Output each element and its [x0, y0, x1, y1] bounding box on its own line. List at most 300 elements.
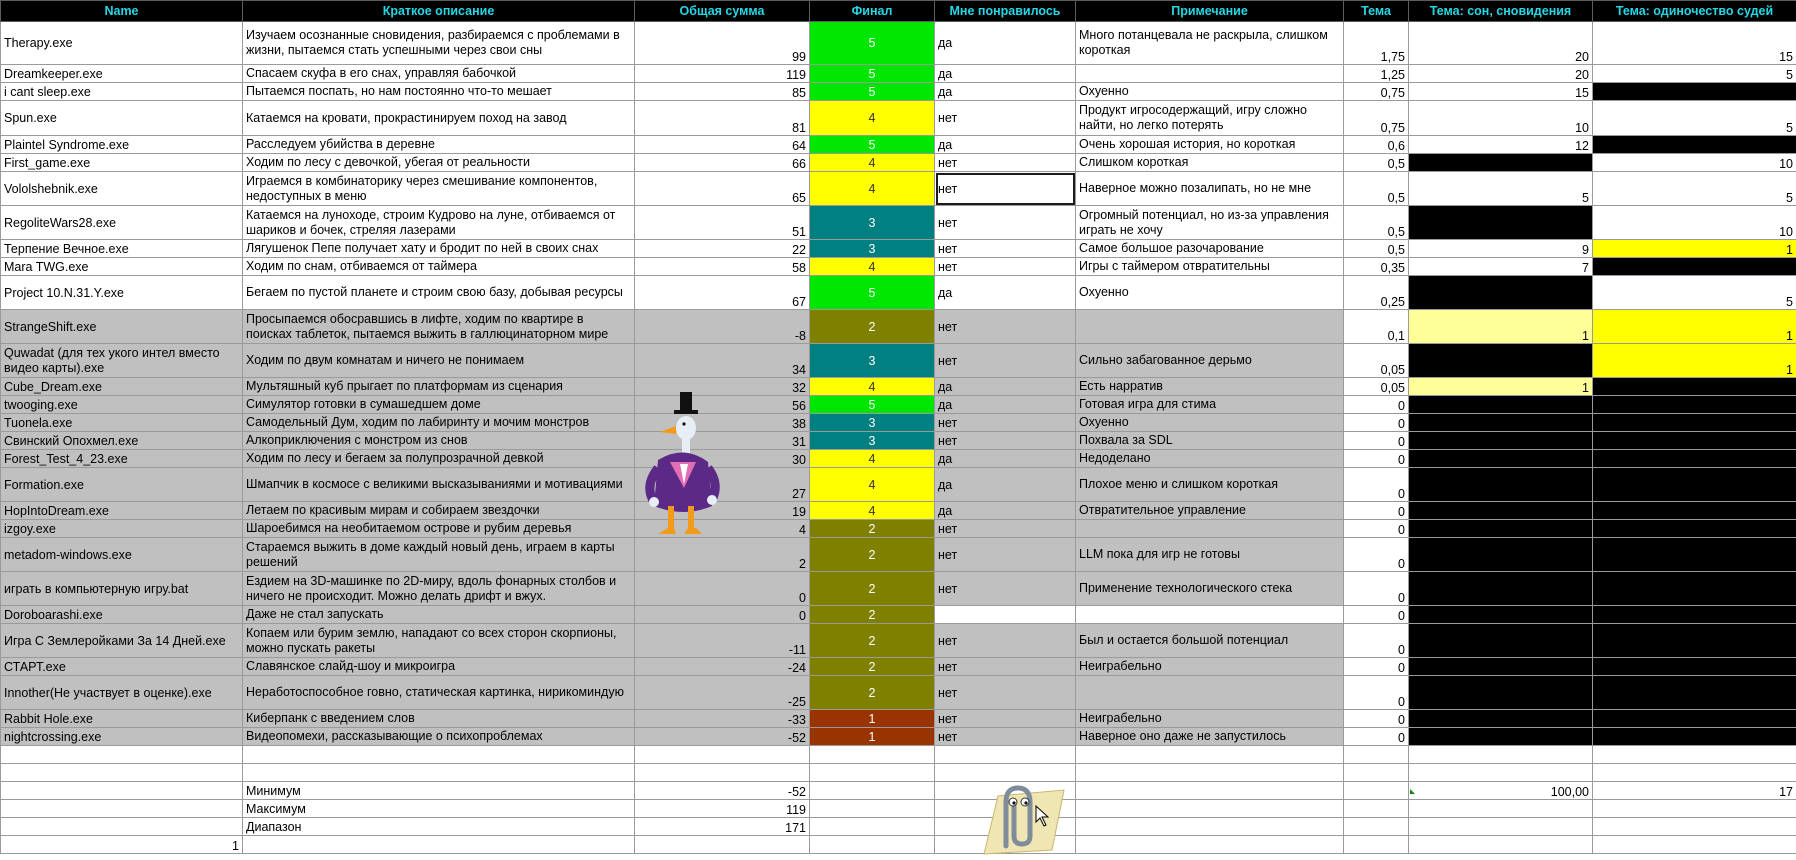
cell-sum[interactable]: -8 [635, 310, 810, 344]
footer-value[interactable]: 1 [1, 836, 243, 854]
empty-cell[interactable] [1, 800, 243, 818]
cell-lonely[interactable] [1593, 658, 1796, 676]
cell-note[interactable]: Неиграбельно [1076, 710, 1344, 728]
cell-name[interactable]: Project 10.N.31.Y.exe [1, 276, 243, 310]
cell-dream[interactable] [1409, 468, 1593, 502]
cell-liked[interactable]: нет [935, 728, 1076, 746]
cell-note[interactable]: Сильно забагованное дерьмо [1076, 344, 1344, 378]
cell-final[interactable]: 5 [810, 65, 935, 83]
cell-liked[interactable]: нет [935, 538, 1076, 572]
cell-sum[interactable]: 51 [635, 206, 810, 240]
cell-desc[interactable]: Катаемся на кровати, прокрастинируем поход на завод [243, 101, 635, 136]
cell-sum[interactable]: 66 [635, 154, 810, 172]
empty-cell[interactable] [935, 746, 1076, 764]
empty-cell[interactable] [243, 764, 635, 782]
cell-sum[interactable]: -25 [635, 676, 810, 710]
cell-liked[interactable]: нет [935, 154, 1076, 172]
cell-sum[interactable]: 64 [635, 136, 810, 154]
cell-lonely[interactable]: 5 [1593, 65, 1796, 83]
cell-note[interactable]: Охуенно [1076, 83, 1344, 101]
cell-sum[interactable]: -52 [635, 728, 810, 746]
empty-cell[interactable] [1344, 836, 1409, 854]
cell-lonely[interactable] [1593, 676, 1796, 710]
cell-note[interactable] [1076, 520, 1344, 538]
cell-sum[interactable]: 56 [635, 396, 810, 414]
cell-name[interactable]: Spun.exe [1, 101, 243, 136]
cell-final[interactable]: 3 [810, 414, 935, 432]
cell-tema[interactable]: 0,5 [1344, 206, 1409, 240]
empty-cell[interactable] [1344, 782, 1409, 800]
empty-cell[interactable] [1593, 764, 1796, 782]
cell-lonely[interactable] [1593, 624, 1796, 658]
cell-final[interactable]: 2 [810, 606, 935, 624]
cell-liked[interactable]: нет [935, 658, 1076, 676]
cell-desc[interactable]: Ходим по снам, отбиваемся от таймера [243, 258, 635, 276]
cell-lonely[interactable] [1593, 450, 1796, 468]
cell-liked[interactable]: нет [935, 624, 1076, 658]
cell-dream[interactable]: 10 [1409, 101, 1593, 136]
cell-sum[interactable]: 31 [635, 432, 810, 450]
cell-note[interactable]: Самое большое разочарование [1076, 240, 1344, 258]
empty-cell[interactable] [1344, 764, 1409, 782]
cell-tema[interactable]: 0,5 [1344, 172, 1409, 206]
cell-liked[interactable]: нет [935, 344, 1076, 378]
cell-name[interactable]: Dreamkeeper.exe [1, 65, 243, 83]
cell-dream[interactable] [1409, 728, 1593, 746]
cell-lonely[interactable] [1593, 606, 1796, 624]
cell-desc[interactable]: Шароебимся на необитаемом острове и рубим деревья [243, 520, 635, 538]
cell-desc[interactable]: Симулятор готовки в сумашедшем доме [243, 396, 635, 414]
cell-note[interactable]: Был и остается большой потенциал [1076, 624, 1344, 658]
cell-sum[interactable]: 58 [635, 258, 810, 276]
cell-final[interactable]: 3 [810, 344, 935, 378]
cell-final[interactable]: 4 [810, 101, 935, 136]
empty-cell[interactable] [1076, 764, 1344, 782]
cell-name[interactable]: Свинский Опохмел.exe [1, 432, 243, 450]
empty-cell[interactable] [1, 782, 243, 800]
cell-note[interactable]: Отвратительное управление [1076, 502, 1344, 520]
cell-sum[interactable]: 99 [635, 22, 810, 65]
cell-dream[interactable] [1409, 450, 1593, 468]
cell-note[interactable] [1076, 676, 1344, 710]
empty-cell[interactable] [1409, 764, 1593, 782]
cell-sum[interactable]: -24 [635, 658, 810, 676]
cell-name[interactable]: metadom-windows.exe [1, 538, 243, 572]
summary-min-lonely[interactable]: 17 [1593, 782, 1796, 800]
cell-dream[interactable] [1409, 276, 1593, 310]
cell-desc[interactable]: Алкоприключения с монстром из снов [243, 432, 635, 450]
cell-desc[interactable]: Изучаем осознанные сновидения, разбираемся с проблемами в жизни, пытаемся стать успешными через свои сны [243, 22, 635, 65]
cell-liked[interactable]: нет [935, 240, 1076, 258]
cell-lonely[interactable]: 5 [1593, 101, 1796, 136]
cell-dream[interactable] [1409, 432, 1593, 450]
cell-dream[interactable] [1409, 572, 1593, 606]
cell-note[interactable]: Недоделано [1076, 450, 1344, 468]
cell-desc[interactable]: Играемся в комбинаторику через смешивание компонентов, недоступных в меню [243, 172, 635, 206]
cell-liked[interactable]: да [935, 65, 1076, 83]
cell-name[interactable]: Игра С Землеройками За 14 Дней.exe [1, 624, 243, 658]
cell-dream[interactable]: 15 [1409, 83, 1593, 101]
cell-note[interactable]: Огромный потенциал, но из-за управления играть не хочу [1076, 206, 1344, 240]
cell-name[interactable]: Rabbit Hole.exe [1, 710, 243, 728]
cell-note[interactable]: Наверное оно даже не запустилось [1076, 728, 1344, 746]
cell-final[interactable]: 2 [810, 676, 935, 710]
cell-desc[interactable]: Бегаем по пустой планете и строим свою базу, добывая ресурсы [243, 276, 635, 310]
cell-liked[interactable]: да [935, 396, 1076, 414]
cell-dream[interactable]: 20 [1409, 22, 1593, 65]
cell-tema[interactable]: 0 [1344, 450, 1409, 468]
cell-sum[interactable]: 32 [635, 378, 810, 396]
cell-desc[interactable]: Видеопомехи, рассказывающие о психопроблемах [243, 728, 635, 746]
cell-note[interactable]: Неиграбельно [1076, 658, 1344, 676]
cell-name[interactable]: twooging.exe [1, 396, 243, 414]
cell-lonely[interactable] [1593, 468, 1796, 502]
cell-dream[interactable] [1409, 658, 1593, 676]
empty-cell[interactable] [1409, 836, 1593, 854]
cell-name[interactable]: Formation.exe [1, 468, 243, 502]
cell-liked[interactable]: нет [935, 258, 1076, 276]
cell-dream[interactable] [1409, 624, 1593, 658]
cell-note[interactable] [1076, 606, 1344, 624]
empty-cell[interactable] [243, 836, 635, 854]
cell-tema[interactable]: 0 [1344, 432, 1409, 450]
cell-tema[interactable]: 0,5 [1344, 240, 1409, 258]
cell-dream[interactable] [1409, 344, 1593, 378]
empty-cell[interactable] [810, 782, 935, 800]
empty-cell[interactable] [635, 836, 810, 854]
cell-name[interactable]: HopIntoDream.exe [1, 502, 243, 520]
cell-dream[interactable] [1409, 676, 1593, 710]
cell-liked[interactable]: нет [935, 310, 1076, 344]
cell-desc[interactable]: Даже не стал запускать [243, 606, 635, 624]
cell-final[interactable]: 2 [810, 538, 935, 572]
cell-final[interactable]: 5 [810, 136, 935, 154]
cell-tema[interactable]: 0,75 [1344, 83, 1409, 101]
cell-lonely[interactable]: 5 [1593, 276, 1796, 310]
cell-final[interactable]: 3 [810, 240, 935, 258]
cell-note[interactable]: Похвала за SDL [1076, 432, 1344, 450]
cell-lonely[interactable]: 5 [1593, 172, 1796, 206]
cell-note[interactable]: Много потанцевала не раскрыла, слишком короткая [1076, 22, 1344, 65]
empty-cell[interactable] [1, 746, 243, 764]
cell-desc[interactable]: Шмапчик в космосе с великими высказываниями и мотивациями [243, 468, 635, 502]
cell-sum[interactable]: 2 [635, 538, 810, 572]
cell-tema[interactable]: 0,05 [1344, 344, 1409, 378]
summary-range-label[interactable]: Диапазон [243, 818, 635, 836]
empty-cell[interactable] [1593, 836, 1796, 854]
cell-tema[interactable]: 0 [1344, 658, 1409, 676]
cell-final[interactable]: 4 [810, 154, 935, 172]
cell-liked[interactable]: нет [935, 676, 1076, 710]
cell-dream[interactable]: 20 [1409, 65, 1593, 83]
cell-tema[interactable]: 0 [1344, 624, 1409, 658]
cell-tema[interactable]: 0 [1344, 676, 1409, 710]
cell-desc[interactable]: Копаем или бурим землю, нападают со всех сторон скорпионы, можно пускать ракеты [243, 624, 635, 658]
cell-dream[interactable] [1409, 206, 1593, 240]
cell-note[interactable] [1076, 65, 1344, 83]
empty-cell[interactable] [810, 764, 935, 782]
cell-tema[interactable]: 1,25 [1344, 65, 1409, 83]
cell-name[interactable]: Therapy.exe [1, 22, 243, 65]
cell-lonely[interactable]: 1 [1593, 344, 1796, 378]
cell-desc[interactable]: Лягушенок Пепе получает хату и бродит по ней в своих снах [243, 240, 635, 258]
empty-cell[interactable] [1076, 746, 1344, 764]
cell-final[interactable]: 3 [810, 432, 935, 450]
cell-desc[interactable]: Стараемся выжить в доме каждый новый день, играем в карты решений [243, 538, 635, 572]
cell-final[interactable]: 4 [810, 172, 935, 206]
cell-final[interactable]: 1 [810, 728, 935, 746]
header-lonely[interactable]: Тема: одиночество судей [1593, 1, 1796, 22]
empty-cell[interactable] [1076, 836, 1344, 854]
empty-cell[interactable] [243, 746, 635, 764]
cell-final[interactable]: 2 [810, 520, 935, 538]
cell-sum[interactable]: 85 [635, 83, 810, 101]
cell-tema[interactable]: 0 [1344, 520, 1409, 538]
cell-final[interactable]: 5 [810, 396, 935, 414]
cell-lonely[interactable]: 10 [1593, 206, 1796, 240]
empty-cell[interactable] [810, 818, 935, 836]
header-note[interactable]: Примечание [1076, 1, 1344, 22]
cell-final[interactable]: 4 [810, 258, 935, 276]
cell-sum[interactable]: 119 [635, 65, 810, 83]
cell-lonely[interactable] [1593, 538, 1796, 572]
cell-note[interactable]: Слишком короткая [1076, 154, 1344, 172]
cell-note[interactable]: Готовая игра для стима [1076, 396, 1344, 414]
cell-note[interactable]: Есть нарратив [1076, 378, 1344, 396]
cell-lonely[interactable] [1593, 502, 1796, 520]
cell-liked[interactable]: да [935, 468, 1076, 502]
cell-tema[interactable]: 0 [1344, 502, 1409, 520]
cell-liked-selected[interactable]: нет [935, 172, 1076, 206]
cell-dream[interactable] [1409, 396, 1593, 414]
empty-cell[interactable] [810, 800, 935, 818]
cell-tema[interactable]: 0,1 [1344, 310, 1409, 344]
cell-tema[interactable]: 0,6 [1344, 136, 1409, 154]
cell-note[interactable]: Охуенно [1076, 414, 1344, 432]
cell-tema[interactable]: 0,5 [1344, 154, 1409, 172]
cell-liked[interactable]: да [935, 450, 1076, 468]
cell-name[interactable]: RegoliteWars28.exe [1, 206, 243, 240]
cell-desc[interactable]: Ходим по лесу и бегаем за полупрозрачной девкой [243, 450, 635, 468]
cell-desc[interactable]: Пытаемся поспать, но нам постоянно что-то мешает [243, 83, 635, 101]
cell-lonely[interactable] [1593, 396, 1796, 414]
cell-dream[interactable]: 5 [1409, 172, 1593, 206]
cell-dream[interactable]: 12 [1409, 136, 1593, 154]
cell-desc[interactable]: Ходим по двум комнатам и ничего не понимаем [243, 344, 635, 378]
cell-name[interactable]: First_game.exe [1, 154, 243, 172]
cell-tema[interactable]: 0 [1344, 710, 1409, 728]
cell-final[interactable]: 1 [810, 710, 935, 728]
empty-cell[interactable] [1409, 746, 1593, 764]
cell-lonely[interactable]: 10 [1593, 154, 1796, 172]
cell-desc[interactable]: Просыпаемся обосравшись в лифте, ходим по квартире в поисках таблеток, пытаемся выжить в галлюцинаторном мире [243, 310, 635, 344]
cell-lonely[interactable] [1593, 728, 1796, 746]
cell-tema[interactable]: 1,75 [1344, 22, 1409, 65]
empty-cell[interactable] [1344, 818, 1409, 836]
cell-name[interactable]: играть в компьютерную игру.bat [1, 572, 243, 606]
cell-tema[interactable]: 0 [1344, 468, 1409, 502]
cell-desc[interactable]: Киберпанк с введением слов [243, 710, 635, 728]
cell-name[interactable]: i cant sleep.exe [1, 83, 243, 101]
empty-cell[interactable] [1076, 818, 1344, 836]
cell-note[interactable]: Наверное можно позалипать, но не мне [1076, 172, 1344, 206]
cell-dream[interactable] [1409, 414, 1593, 432]
cell-final[interactable]: 2 [810, 310, 935, 344]
cell-final[interactable]: 4 [810, 502, 935, 520]
cell-lonely[interactable] [1593, 572, 1796, 606]
cell-sum[interactable]: 38 [635, 414, 810, 432]
cell-tema[interactable]: 0,35 [1344, 258, 1409, 276]
empty-cell[interactable] [1, 818, 243, 836]
cell-name[interactable]: Tuonela.exe [1, 414, 243, 432]
header-dream[interactable]: Тема: сон, сновидения [1409, 1, 1593, 22]
cell-lonely[interactable] [1593, 432, 1796, 450]
cell-tema[interactable]: 0 [1344, 728, 1409, 746]
cell-note[interactable] [1076, 310, 1344, 344]
empty-cell[interactable] [635, 746, 810, 764]
empty-cell[interactable] [810, 836, 935, 854]
cell-name[interactable]: Plaintel Syndrome.exe [1, 136, 243, 154]
cell-name[interactable]: StrangeShift.exe [1, 310, 243, 344]
cell-tema[interactable]: 0 [1344, 606, 1409, 624]
empty-cell[interactable] [1344, 746, 1409, 764]
cell-liked[interactable]: нет [935, 101, 1076, 136]
cell-name[interactable]: izgoy.exe [1, 520, 243, 538]
header-desc[interactable]: Краткое описание [243, 1, 635, 22]
cell-liked[interactable]: да [935, 378, 1076, 396]
cell-sum[interactable]: 67 [635, 276, 810, 310]
cell-liked[interactable]: нет [935, 414, 1076, 432]
cell-lonely[interactable] [1593, 414, 1796, 432]
cell-lonely[interactable]: 15 [1593, 22, 1796, 65]
cell-sum[interactable]: -33 [635, 710, 810, 728]
cell-name[interactable]: Quwadat (для тех укого интел вместо видео карты).exe [1, 344, 243, 378]
cell-name[interactable]: Терпение Вечное.exe [1, 240, 243, 258]
cell-liked[interactable]: нет [935, 572, 1076, 606]
summary-range-value[interactable]: 171 [635, 818, 810, 836]
cell-liked[interactable]: нет [935, 520, 1076, 538]
empty-cell[interactable] [1, 764, 243, 782]
cell-lonely[interactable] [1593, 378, 1796, 396]
cell-note[interactable]: Очень хорошая история, но короткая [1076, 136, 1344, 154]
cell-note[interactable]: LLM пока для игр не готовы [1076, 538, 1344, 572]
header-name[interactable]: Name [1, 1, 243, 22]
summary-max-value[interactable]: 119 [635, 800, 810, 818]
cell-lonely[interactable] [1593, 258, 1796, 276]
cell-desc[interactable]: Мультяшный куб прыгает по платформам из сценария [243, 378, 635, 396]
cell-final[interactable]: 4 [810, 378, 935, 396]
cell-desc[interactable]: Неработоспособное говно, статическая картинка, нирикоминдую [243, 676, 635, 710]
cell-liked[interactable]: нет [935, 206, 1076, 240]
cell-tema[interactable]: 0 [1344, 572, 1409, 606]
cell-final[interactable]: 3 [810, 206, 935, 240]
cell-note[interactable]: Охуенно [1076, 276, 1344, 310]
cell-dream[interactable] [1409, 606, 1593, 624]
cell-dream[interactable]: 9 [1409, 240, 1593, 258]
cell-liked[interactable]: да [935, 83, 1076, 101]
cell-liked[interactable]: да [935, 276, 1076, 310]
header-final[interactable]: Финал [810, 1, 935, 22]
cell-liked[interactable]: да [935, 502, 1076, 520]
cell-tema[interactable]: 0 [1344, 396, 1409, 414]
cell-sum[interactable]: 65 [635, 172, 810, 206]
cell-tema[interactable]: 0 [1344, 414, 1409, 432]
cell-liked[interactable] [935, 606, 1076, 624]
cell-tema[interactable]: 0,05 [1344, 378, 1409, 396]
cell-desc[interactable]: Катаемся на луноходе, строим Кудрово на луне, отбиваемся от шариков и бочек, стреляя лазерами [243, 206, 635, 240]
cell-liked[interactable]: да [935, 136, 1076, 154]
cell-dream[interactable] [1409, 710, 1593, 728]
cell-name[interactable]: Forest_Test_4_23.exe [1, 450, 243, 468]
cell-dream[interactable]: 1 [1409, 378, 1593, 396]
empty-cell[interactable] [635, 764, 810, 782]
header-tema[interactable]: Тема [1344, 1, 1409, 22]
header-liked[interactable]: Мне понравилось [935, 1, 1076, 22]
cell-final[interactable]: 5 [810, 22, 935, 65]
cell-note[interactable]: Продукт игросодержащий, игру сложно найти, но легко потерять [1076, 101, 1344, 136]
cell-lonely[interactable] [1593, 520, 1796, 538]
empty-cell[interactable] [1076, 800, 1344, 818]
cell-sum[interactable]: 0 [635, 572, 810, 606]
cell-note[interactable]: Применение технологического стека [1076, 572, 1344, 606]
cell-lonely[interactable] [1593, 136, 1796, 154]
cell-dream[interactable]: 7 [1409, 258, 1593, 276]
cell-final[interactable]: 4 [810, 450, 935, 468]
summary-max-label[interactable]: Максимум [243, 800, 635, 818]
summary-min-dream[interactable]: 100,00 [1409, 782, 1593, 800]
cell-desc[interactable]: Летаем по красивым мирам и собираем звездочки [243, 502, 635, 520]
summary-min-label[interactable]: Минимум [243, 782, 635, 800]
duck-mascot-icon[interactable] [640, 388, 722, 543]
cell-tema[interactable]: 0,25 [1344, 276, 1409, 310]
cell-final[interactable]: 4 [810, 468, 935, 502]
cell-sum[interactable]: 22 [635, 240, 810, 258]
cell-name[interactable]: Innother(Не участвует в оценке).exe [1, 676, 243, 710]
cell-name[interactable]: Cube_Dream.exe [1, 378, 243, 396]
cell-name[interactable]: Vololshebnik.exe [1, 172, 243, 206]
empty-cell[interactable] [810, 746, 935, 764]
cell-liked[interactable]: да [935, 22, 1076, 65]
empty-cell[interactable] [1076, 782, 1344, 800]
cell-dream[interactable] [1409, 520, 1593, 538]
cell-final[interactable]: 2 [810, 572, 935, 606]
cell-sum[interactable]: 4 [635, 520, 810, 538]
cell-sum[interactable]: 34 [635, 344, 810, 378]
paperclip-assistant-icon[interactable] [964, 776, 1070, 858]
summary-min-value[interactable]: -52 [635, 782, 810, 800]
cell-lonely[interactable] [1593, 710, 1796, 728]
cell-name[interactable]: Doroboarashi.exe [1, 606, 243, 624]
cell-lonely[interactable]: 1 [1593, 240, 1796, 258]
cell-tema[interactable]: 0 [1344, 538, 1409, 572]
cell-name[interactable]: Mara TWG.exe [1, 258, 243, 276]
cell-name[interactable]: nightcrossing.exe [1, 728, 243, 746]
cell-sum[interactable]: -11 [635, 624, 810, 658]
header-sum[interactable]: Общая сумма [635, 1, 810, 22]
cell-lonely[interactable]: 1 [1593, 310, 1796, 344]
cell-lonely[interactable] [1593, 83, 1796, 101]
cell-desc[interactable]: Славянское слайд-шоу и микроигра [243, 658, 635, 676]
empty-cell[interactable] [1593, 818, 1796, 836]
empty-cell[interactable] [1409, 818, 1593, 836]
empty-cell[interactable] [1593, 800, 1796, 818]
cell-final[interactable]: 5 [810, 276, 935, 310]
cell-desc[interactable]: Спасаем скуфа в его снах, управляя бабочкой [243, 65, 635, 83]
empty-cell[interactable] [1593, 746, 1796, 764]
cell-name[interactable]: СТАРТ.exe [1, 658, 243, 676]
cell-note[interactable]: Игры с таймером отвратительны [1076, 258, 1344, 276]
empty-cell[interactable] [1344, 800, 1409, 818]
